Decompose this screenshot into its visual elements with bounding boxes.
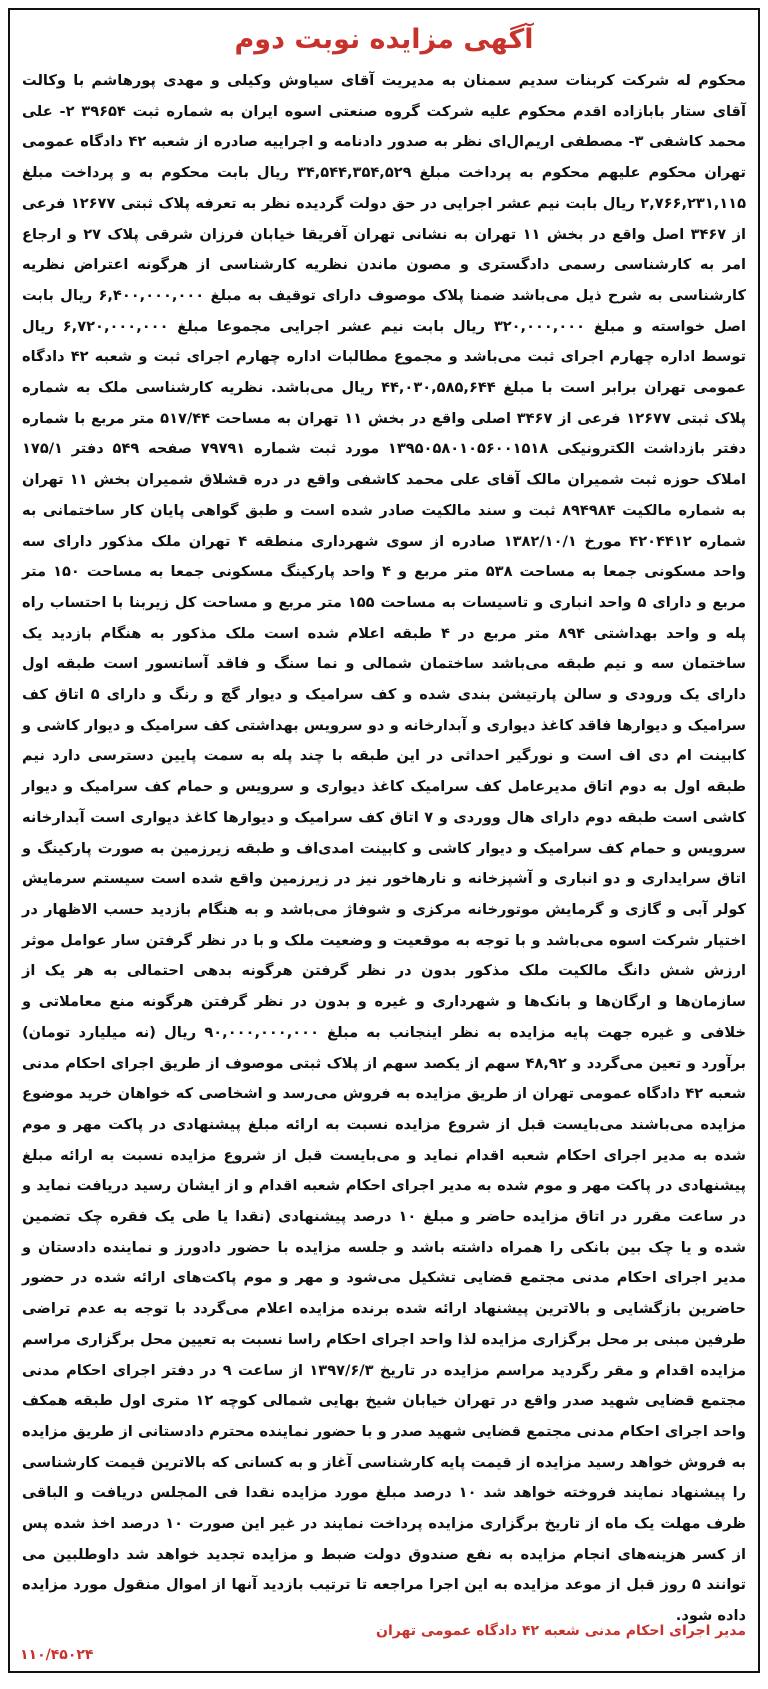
notice-page	[8, 8, 760, 1673]
notice-code: ۱۱۰/۴۵۰۲۴	[20, 1647, 94, 1663]
notice-paragraph: محکوم له شرکت کربنات سدیم سمنان به مدیریت آقای سیاوش وکیلی و مهدی پورهاشم با وکالت آقای ستار بابازاده اقدم محکوم علیه شرکت گروه صنعتی اسوه ایران به شماره ثبت ۳۹۶۵۴ ۲- علی محمد کاشفی ۳- مصطفی اریم‌ال‌ای نظر به صدور دادنامه و اجراییه صادره از شعبه ۴۲ دادگاه عمومی تهران محکوم علیهم محکوم به پرداخت مبلغ ۳۴,۵۴۴,۳۵۴,۵۲۹ ریال بابت محکوم به و پرداخت مبلغ ۲,۷۶۶,۲۳۱,۱۱۵ ریال بابت نیم عشر اجرایی در حق دولت گردیده نظر به تعرفه پلاک ثبتی ۱۲۶۷۷ فرعی از ۳۴۶۷ اصل واقع در بخش ۱۱ تهران به نشانی تهران آفریقا خیابان فرزان شرقی پلاک ۲۷ و ارجاع امر به کارشناسی رسمی دادگستری و مصون ماندن نظریه کارشناسی از هرگونه اعتراض نظریه کارشناسی به شرح ذیل می‌باشد ضمنا پلاک موصوف دارای توقیف به مبلغ ۶,۴۰۰,۰۰۰,۰۰۰ ریال بابت اصل خواسته و مبلغ ۳۲۰,۰۰۰,۰۰۰ ریال بابت نیم عشر اجرایی مجموعا مبلغ ۶,۷۲۰,۰۰۰,۰۰۰ ریال توسط اداره چهارم اجرای ثبت می‌باشد و مجموع مطالبات اداره چهارم اجرای ثبت و شعبه ۴۲ دادگاه عمومی تهران برابر است با مبلغ ۴۴,۰۳۰,۵۸۵,۶۴۴ ریال می‌باشد. نظریه کارشناسی ملک به شماره پلاک ثبتی ۱۲۶۷۷ فرعی از ۳۴۶۷ اصلی واقع در بخش ۱۱ تهران به مساحت ۵۱۷/۴۴ متر مربع با شماره دفتر بازداشت الکترونیکی ۱۳۹۵۰۵۸۰۱۰۵۶۰۰۱۵۱۸ مورد ثبت شماره ۷۹۷۹۱ صفحه ۵۴۹ دفتر ۱۷۵/۱ املاک حوزه ثبت شمیران مالک آقای علی محمد کاشفی واقع در دره قشلاق شمیران بخش ۱۱ تهران به شماره مالکیت ۸۹۴۹۸۴ ثبت و سند مالکیت صادر شده است و طبق گواهی پایان کار ساختمانی به شماره ۴۲۰۴۴۱۲ مورخ ۱۳۸۲/۱۰/۱ صادره از سوی شهرداری منطقه ۴ تهران ملک مذکور دارای سه واحد مسکونی جمعا به مساحت ۵۳۸ متر مربع و ۴ واحد پارکینگ مسکونی جمعا به مساحت ۱۵۰ متر مربع و دارای ۵ واحد انباری و تاسیسات به مساحت ۱۵۵ متر مربع و مساحت کل زیربنا با احتساب راه پله و واحد بهداشتی ۸۹۴ متر مربع در ۴ طبقه اعلام شده است ملک مذکور به هنگام بازدید یک ساختمان سه و نیم طبقه می‌باشد ساختمان شمالی و نما سنگ و فاقد آسانسور است طبقه اول دارای یک ورودی و سالن پارتیشن بندی شده و کف سرامیک و دیوار گچ و رنگ و دارای ۵ اتاق کف سرامیک و دیوارها فاقد کاغذ دیواری و آبدارخانه و دو سرویس بهداشتی کف سرامیک و دیوار کاشی و کابینت ام دی اف است و نورگیر احداثی در این طبقه با چند پله به سمت پایین دسترسی دارد نیم طبقه اول به دوم اتاق مدیرعامل کف سرامیک کاغذ دیواری و سرویس و حمام کف سرامیک و دیوار کاشی است طبقه دوم دارای هال ووردی و ۷ اتاق کف سرامیک و دیوارها کاغذ دیواری است آبدارخانه سرویس و حمام کف سرامیک و دیوار کاشی و کابینت امدی‌اف و طبقه زیرزمین به صورت پارکینگ و اتاق سرایداری و دو انباری و آشپزخانه و نارهاخور نیز در زیرزمین واقع شده است سیستم سرمایش کولر آبی و گازی و گرمایش موتورخانه مرکزی و شوفاژ می‌باشد و به هنگام بازدید حسب الاظهار در اختیار شرکت اسوه می‌باشد و با توجه به موقعیت و وضعیت ملک و با در نظر گرفتن سار عوامل موثر ارزش شش دانگ مالکیت ملک مذکور بدون در نظر گرفتن هرگونه بدهی احتمالی به هر یک از سازمان‌ها و ارگان‌ها و بانک‌ها و شهرداری و غیره و بدون در نظر گرفتن هرگونه منع معاملاتی و خلافی و غیره جهت پایه مزایده به نظر اینجانب به مبلغ ۹۰,۰۰۰,۰۰۰,۰۰۰ ریال (نه میلیارد تومان) برآورد و تعین می‌گردد و ۴۸,۹۲ سهم از یکصد سهم از پلاک ثبتی موصوف از طریق اجرای احکام مدنی شعبه ۴۲ دادگاه عمومی تهران از طریق مزایده به فروش می‌رسد و اشخاصی که خواهان خرید موضوع مزایده می‌باشند می‌بایست قبل از شروع مزایده نسبت به ارائه مبلغ پیشنهادی در پاکت مهر و موم شده به مدیر اجرای احکام شعبه اقدام نماید و می‌بایست قبل از شروع مزایده نسبت به ارائه مبلغ پیشنهادی در پاکت مهر و موم شده به مدیر اجرای احکام شعبه اقدام و از ایشان رسید دریافت نماید و در ساعت مقرر در اتاق مزایده حاضر و مبلغ ۱۰ درصد پیشنهادی (نقدا یا طی یک فقره چک تضمین شده و یا چک بین بانکی را همراه داشته باشد و جلسه مزایده با حضور دادورز و نماینده دادستان و مدیر اجرای احکام مدنی مجتمع قضایی تشکیل می‌شود و مهر و موم پاکت‌های ارائه شده در حضور حاضرین بازگشایی و بالاترین پیشنهاد ارائه شده برنده مزایده اعلام می‌گردد با توجه به عدم تراضی طرفین مبنی بر محل برگزاری مزایده لذا واحد اجرای احکام راسا نسبت به تعیین محل برگزاری مراسم مزایده اقدام و مقر رگردید مراسم مزایده در تاریخ ۱۳۹۷/۶/۳ از ساعت ۹ در دفتر اجرای احکام مدنی مجتمع قضایی شهید صدر واقع در تهران خیابان شیخ بهایی شمالی کوچه ۱۲ متری اول طبقه همکف واحد اجرای احکام مدنی مجتمع قضایی شهید صدر و با حضور نماینده محترم دادستانی از طریق مزایده به فروش خواهد رسید مزایده از قیمت پایه کارشناسی آغاز و به کسانی که بالاترین قیمت کارشناسی را پیشنهاد نمایند فروخته خواهد شد ۱۰ درصد مبلغ مورد مزایده نقدا فی المجلس دریافت و الباقی ظرف مهلت یک ماه از تاریخ برگزاری مزایده پرداخت نمایند در غیر این صورت ۱۰ درصد اخذ شده پس از کسر هزینه‌های انجام مزایده به نفع صندوق دولت ضبط و مزایده تجدید خواهد شد داوطلبین می توانند ۵ روز قبل از موعد مزایده به این اجرا مراجعه تا ترتیب بازدید آنها از اموال منقول مورد مزایده داده شود.	[22, 72, 747, 1625]
notice-body	[10, 66, 758, 1632]
notice-title: آگهی مزایده نوبت دوم	[234, 24, 534, 55]
signature-line: مدیر اجرای احکام مدنی شعبه ۴۲ دادگاه عمومی تهران	[376, 1623, 746, 1639]
notice-footer	[20, 1623, 746, 1663]
